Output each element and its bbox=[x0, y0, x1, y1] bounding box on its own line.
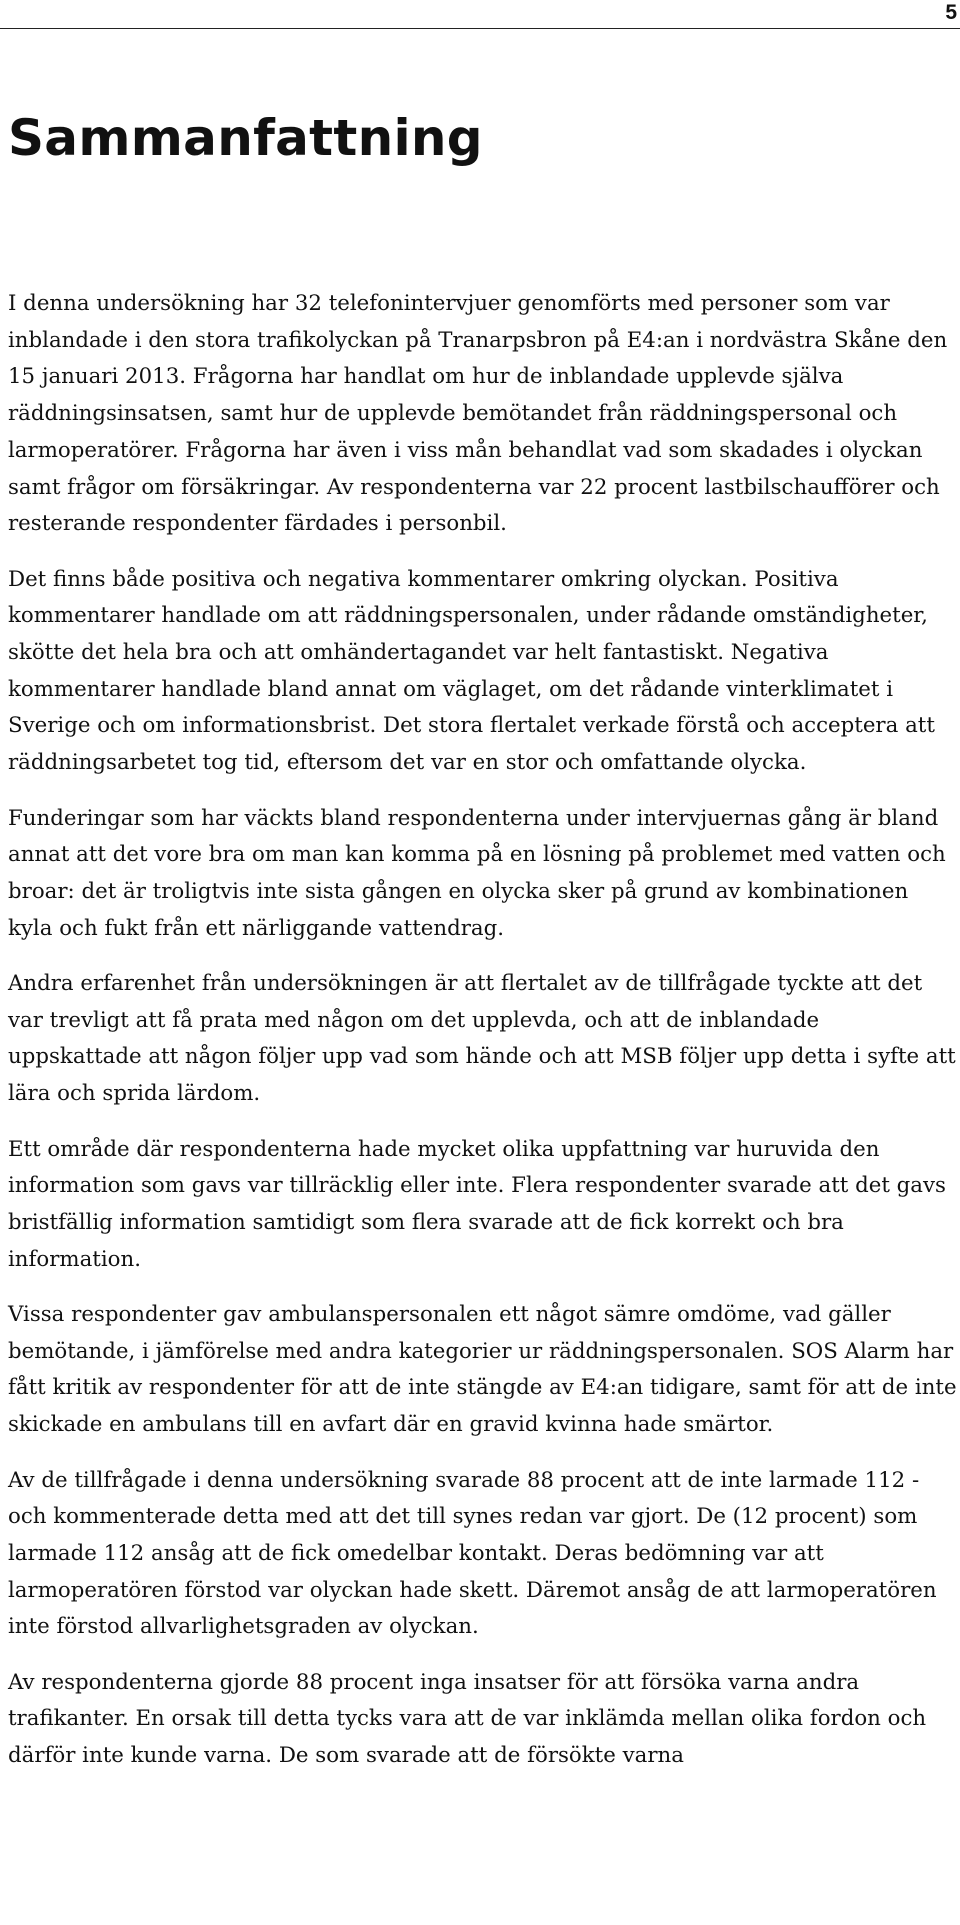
paragraph: I denna undersökning har 32 telefonintervjuer genomförts med personer som var inblandade i den stora trafikolyckan på Tranarpsbron på E4:an i nordvästra Skåne den 15 januari 2013. Frågorna har handlat om hur de inblandade upplevde själva räddningsinsatsen, samt hur de upplevde bemötandet från räddningspersonal och larmoperatörer. Frågorna har även i viss mån behandlat vad som skadades i olyckan samt frågor om försäkringar. Av respondenterna var 22 procent lastbilschaufförer och resterande respondenter färdades i personbil. bbox=[8, 291, 948, 537]
paragraph: Andra erfarenhet från undersökningen är att flertalet av de tillfrågade tyckte att det var trevligt att få prata med någon om det upplevda, och att de inblandade uppskattade att någon följer upp vad som hände och att MSB följer upp detta i syfte att lära och sprida lärdom. bbox=[8, 971, 956, 1107]
paragraph: Ett område där respondenterna hade mycket olika uppfattning var huruvida den information som gavs var tillräcklig eller inte. Flera respondenter svarade att det gavs bristfällig information samtidigt som flera svarade att de fick korrekt och bra information. bbox=[8, 1136, 946, 1272]
page-title: Sammanfattning bbox=[8, 109, 483, 167]
paragraph: Funderingar som har väckts bland respondenterna under intervjuernas gång är bland annat att det vore bra om man kan komma på en lösning på problemet med vatten och broar: det är troligtvis inte sista gången en olycka sker på grund av kombinationen kyla och fukt från ett närliggande vattendrag. bbox=[8, 805, 946, 941]
body-text bbox=[8, 286, 958, 1794]
page-number: 5 bbox=[945, 1, 957, 24]
paragraph: Av de tillfrågade i denna undersökning svarade 88 procent att de inte larmade 112 - och kommenterade detta med att det till synes redan var gjort. De (12 procent) som larmade 112 ansåg att de fick omedelbar kontakt. Deras bedömning var att larmoperatören förstod var olyckan hade skett. Däremot ansåg de att larmoperatören inte förstod allvarlighetsgraden av olyckan. bbox=[8, 1467, 937, 1640]
paragraph: Det finns både positiva och negativa kommentarer omkring olyckan. Positiva kommentarer handlade om att räddningspersonalen, under rådande omständigheter, skötte det hela bra och att omhändertagandet var helt fantastiskt. Negativa kommentarer handlade bland annat om väglaget, om det rådande vinterklimatet i Sverige och om informationsbrist. Det stora flertalet verkade förstå och acceptera att räddningsarbetet tog tid, eftersom det var en stor och omfattande olycka. bbox=[8, 566, 935, 776]
page-header bbox=[0, 0, 960, 29]
paragraph: Av respondenterna gjorde 88 procent inga insatser för att försöka varna andra trafikanter. En orsak till detta tycks vara att de var inklämda mellan olika fordon och därför inte kunde varna. De som svarade att de försökte varna bbox=[8, 1669, 927, 1769]
paragraph: Vissa respondenter gav ambulanspersonalen ett något sämre omdöme, vad gäller bemötande, i jämförelse med andra kategorier ur räddningspersonalen. SOS Alarm har fått kritik av respondenter för att de inte stängde av E4:an tidigare, samt för att de inte skickade en ambulans till en avfart där en gravid kvinna hade smärtor. bbox=[8, 1302, 957, 1438]
